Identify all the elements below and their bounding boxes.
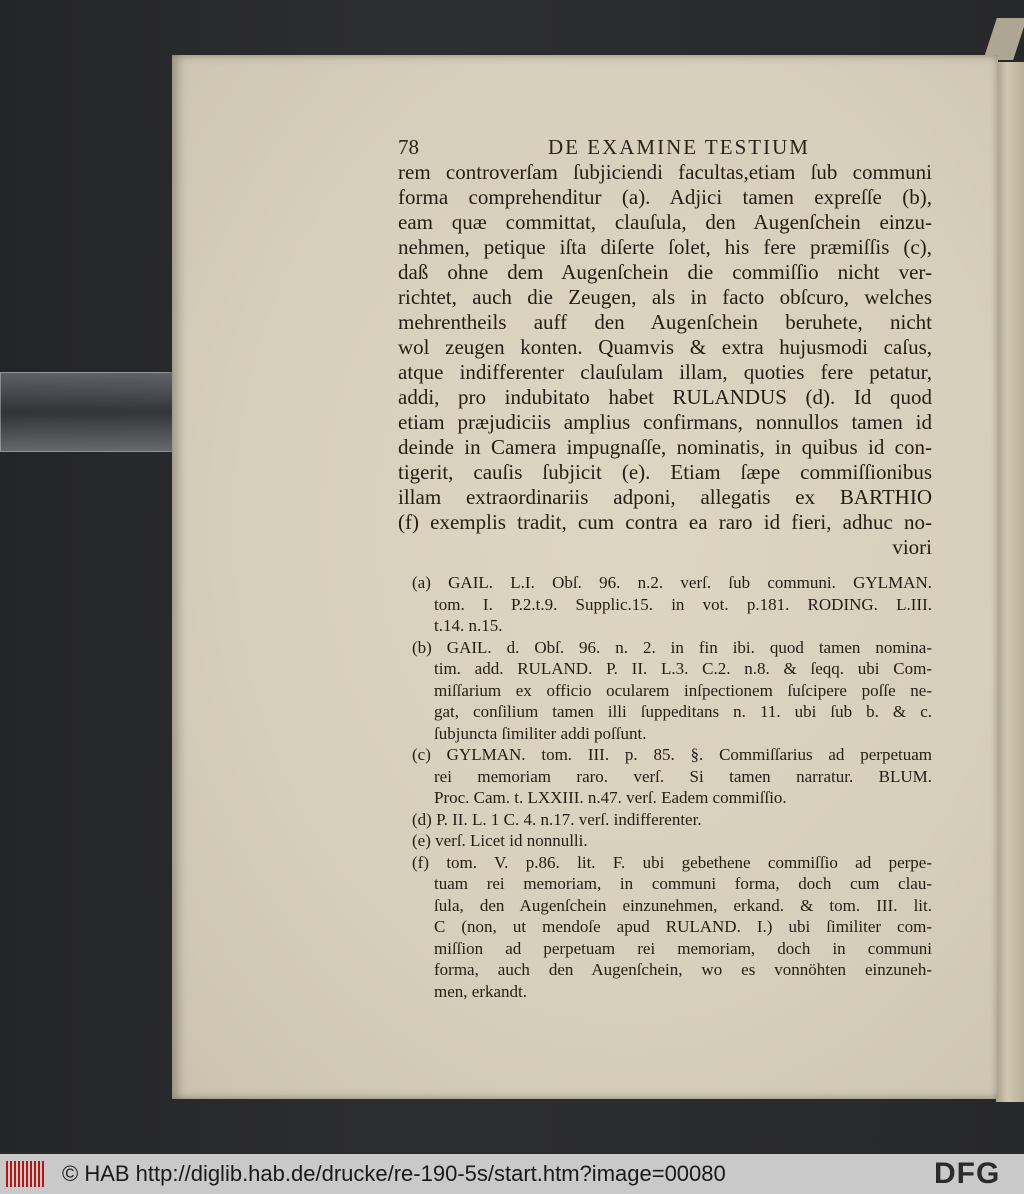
footnote-line: tom. I. P.2.t.9. Supplic.15. in vot. p.181. RODING. L.III. (434, 594, 932, 614)
text-line: etiam præjudiciis amplius confirmans, nonnullos tamen id (398, 410, 932, 434)
footnote-line: C (non, ut mendoſe apud RULAND. I.) ubi ſimiliter com- (434, 917, 932, 936)
footnote-line: men, erkandt. (434, 981, 527, 1001)
copyright-link[interactable]: © HAB http://diglib.hab.de/drucke/re-190-5s/start.htm?image=00080 (62, 1161, 726, 1186)
page-number: 78 (398, 135, 419, 159)
text-line: wol zeugen konten. Quamvis & extra hujusmodi caſus, (398, 335, 932, 359)
text-line: mehrentheils auff den Augenſchein beruhete, nicht (398, 310, 932, 334)
text-line: forma comprehenditur (a). Adjici tamen expreſſe (b), (398, 185, 932, 209)
footnote-line: t.14. n.15. (434, 616, 503, 635)
text-line: viori (892, 535, 932, 559)
footnote-line: Proc. Cam. t. LXXIII. n.47. verſ. Eadem commiſſio. (434, 788, 787, 807)
text-line: eam quæ committat, clauſula, den Augenſchein einzu- (398, 210, 932, 234)
footnote-line: ſula, den Augenſchein einzunehmen, erkand. & tom. III. lit. (434, 895, 932, 915)
running-title: DE EXAMINE TESTIUM (548, 135, 810, 159)
text-line: atque indifferenter clauſulam illam, quoties fere petatur, (398, 360, 932, 384)
hab-logo (6, 1161, 44, 1187)
footnote-a (412, 572, 932, 637)
footnote-line: gat, conſilium tamen illi ſuppeditans n. 11. ubi ſub b. & c. (434, 702, 932, 721)
footnote-line: (b) GAIL. d. Obſ. 96. n. 2. in fin ibi. quod tamen nomina- (412, 637, 932, 657)
footnote-line: tuam rei memoriam, in communi forma, doch cum clau- (434, 874, 932, 893)
footnote-f (412, 852, 932, 1003)
footnote-e (412, 830, 932, 852)
running-header (398, 134, 838, 160)
text-line: illam extraordinariis adponi, allegatis ex BARTHIO (398, 485, 932, 509)
footnote-line: forma, auch den Augenſchein, wo es vonnöhten einzuneh- (434, 960, 932, 979)
footnote-line: miſſion ad perpetuam rei memoriam, doch in communi (434, 938, 932, 958)
footnote-line: tim. add. RULAND. P. II. L.3. C.2. n.8. & ſeqq. ubi Com- (434, 659, 932, 678)
text-line: daß ohne dem Augenſchein die commiſſio nicht ver- (398, 260, 932, 284)
footnote-line: (f) tom. V. p.86. lit. F. ubi gebethene commiſſio ad perpe- (412, 852, 932, 872)
next-page-edge (996, 62, 1024, 1102)
text-line: addi, pro indubitato habet RULANDUS (d). Id quod (398, 385, 932, 409)
text-line: tigerit, cauſis ſubjicit (e). Etiam ſæpe commiſſionibus (398, 460, 932, 484)
text-line: deinde in Camera impugnaſſe, nominatis, in quibus id con- (398, 435, 932, 459)
footnote-line: (d) P. II. L. 1 C. 4. n.17. verſ. indifferenter. (412, 809, 702, 829)
text-line: nehmen, petique iſta diſerte ſolet, his fere præmiſſis (c), (398, 235, 932, 259)
footnote-line: (e) verſ. Licet id nonnulli. (412, 831, 588, 850)
footnote-line: (c) GYLMAN. tom. III. p. 85. §. Commiſſarius ad perpetuam (412, 745, 932, 764)
footnote-line: miſſarium ex officio ocularem inſpectionem ſuſcipere poſſe ne- (434, 680, 932, 700)
footnote-line: (a) GAIL. L.I. Obſ. 96. n.2. verſ. ſub communi. GYLMAN. (412, 573, 932, 592)
text-line: richtet, auch die Zeugen, als in facto obſcuro, welches (398, 285, 932, 309)
text-line: (f) exemplis tradit, cum contra ea raro id fieri, adhuc no- (398, 510, 932, 534)
footnotes (412, 572, 932, 1002)
dfg-logo: DFG (934, 1157, 1001, 1190)
footnote-b (412, 637, 932, 745)
text-line: rem controverſam ſubjiciendi facultas,etiam ſub communi (398, 160, 932, 184)
footer-bar (0, 1154, 1024, 1194)
main-text (398, 160, 932, 560)
footnote-line: rei memoriam raro. verſ. Si tamen narratur. BLUM. (434, 766, 932, 786)
footnote-line: ſubjuncta ſimiliter addi poſſunt. (434, 723, 647, 743)
footnote-c (412, 744, 932, 809)
footnote-d (412, 809, 932, 831)
